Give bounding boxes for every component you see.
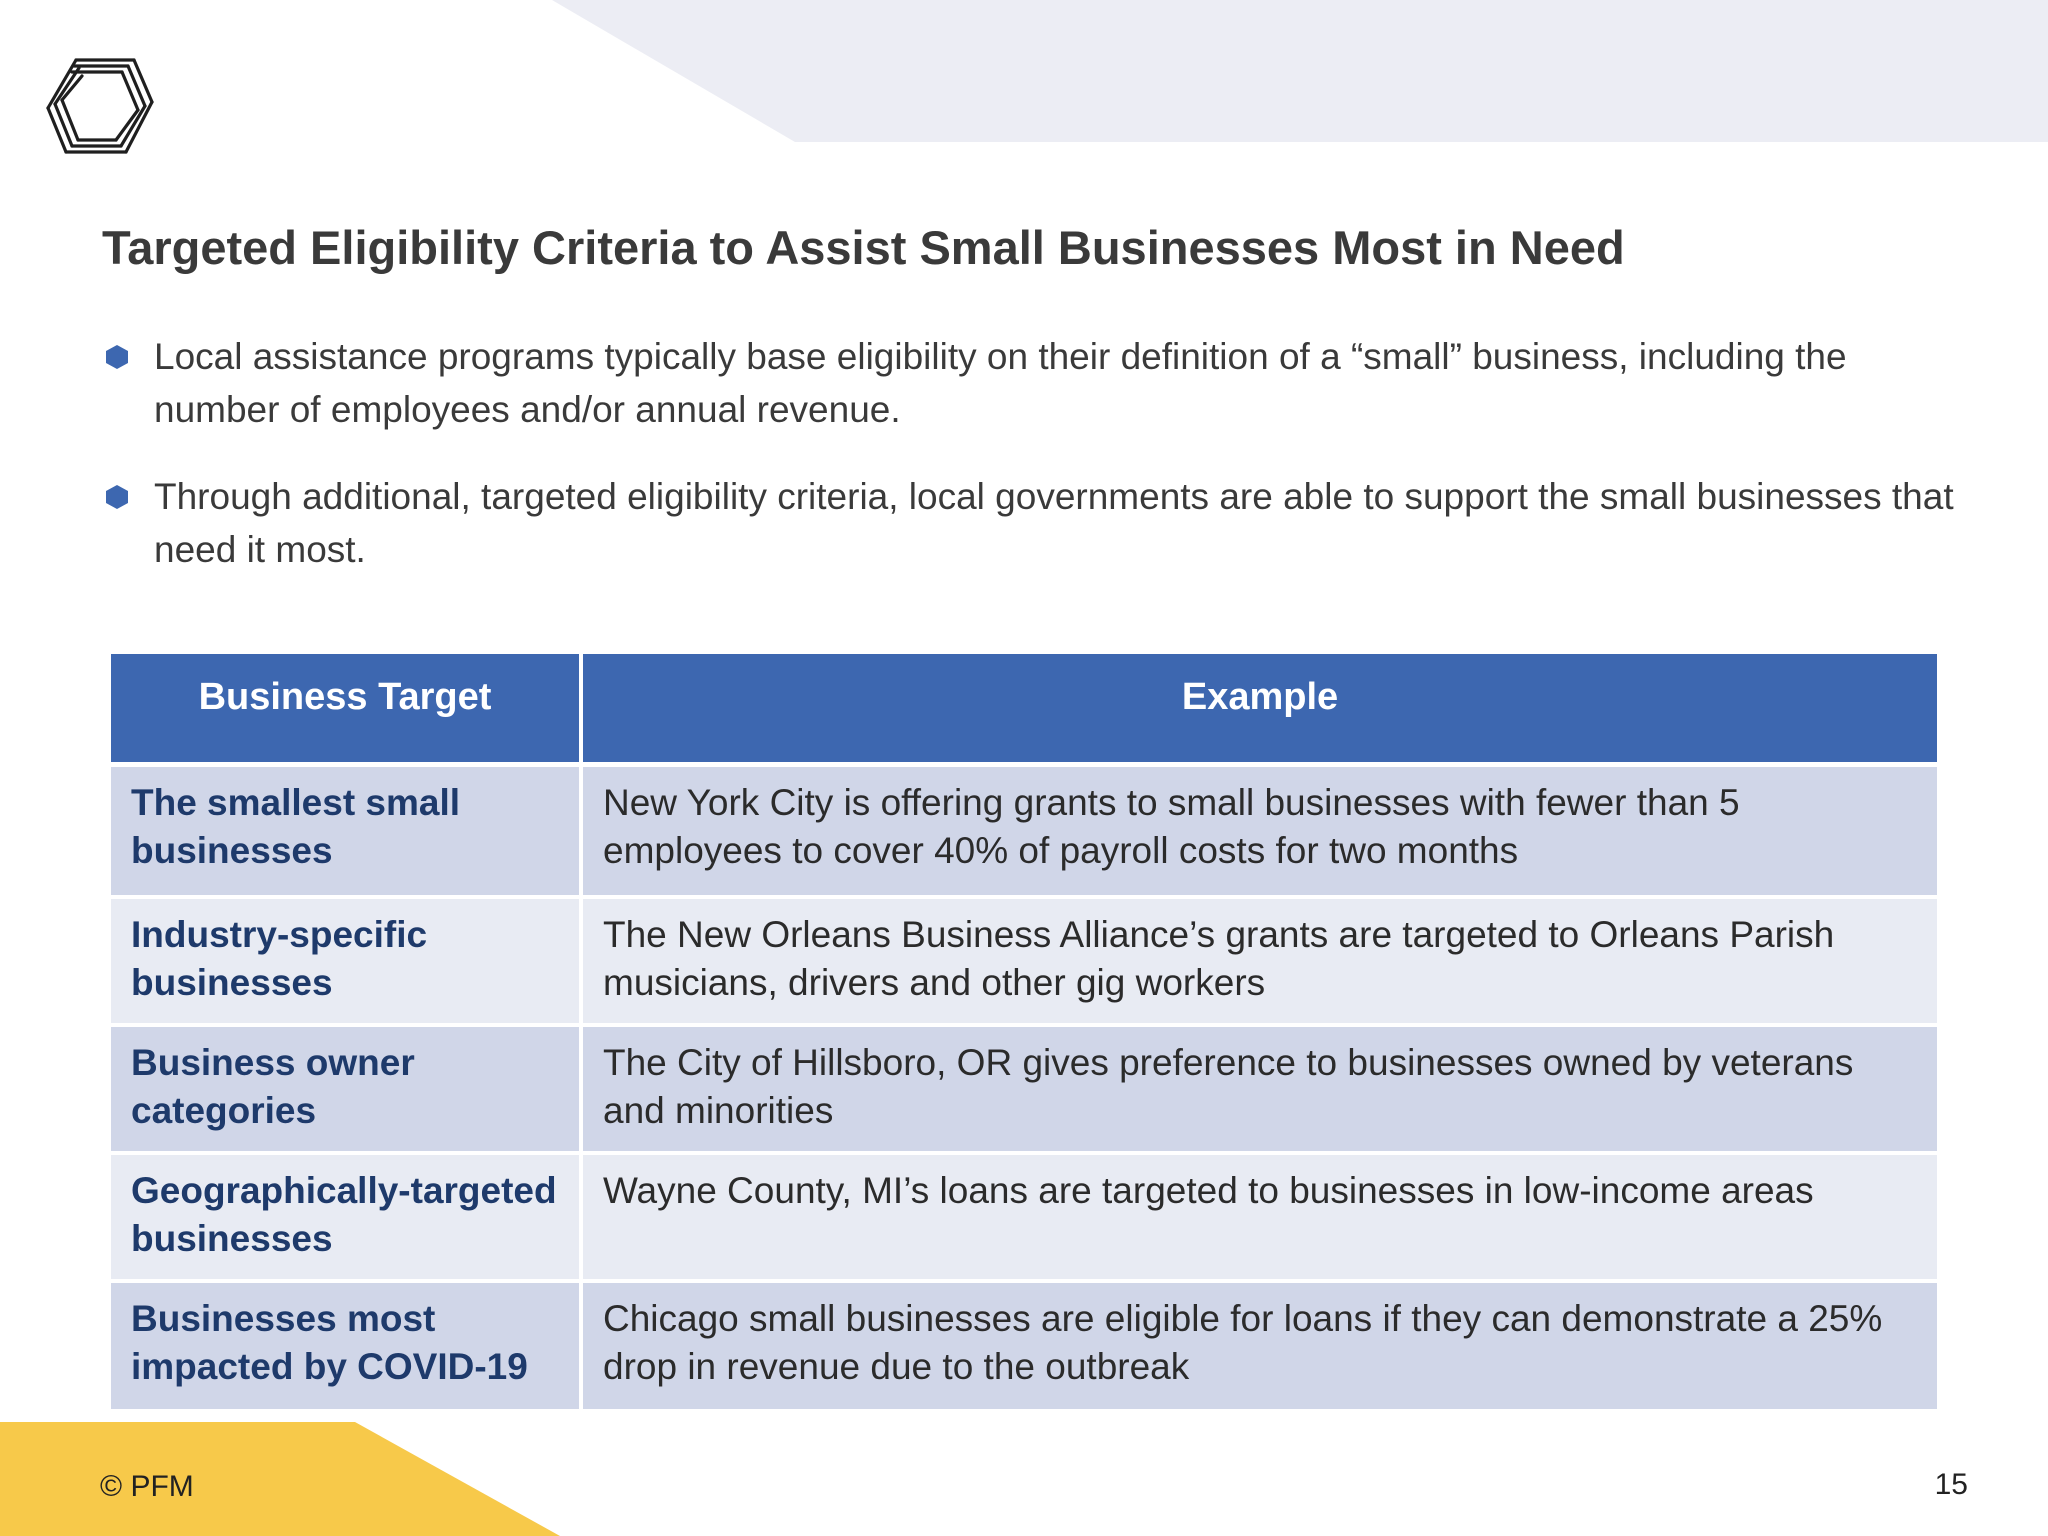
business-target-cell: Geographically-targeted businesses [111, 1155, 583, 1283]
pfm-logo-icon [44, 54, 156, 158]
bullet-item [102, 470, 1962, 576]
eligibility-criteria-table [111, 654, 1937, 1413]
example-cell: Chicago small businesses are eligible for loans if they can demonstrate a 25% drop in revenue due to the outbreak [583, 1283, 1937, 1413]
table-row [111, 1155, 1937, 1283]
example-cell: The New Orleans Business Alliance’s grants are targeted to Orleans Parish musicians, drivers and other gig workers [583, 899, 1937, 1027]
bullet-text: Through additional, targeted eligibility criteria, local governments are able to support the small businesses that need it most. [154, 476, 1954, 570]
example-cell: New York City is offering grants to small businesses with fewer than 5 employees to cover 40% of payroll costs for two months [583, 767, 1937, 899]
column-header-business-target: Business Target [111, 654, 583, 767]
bullet-item [102, 330, 1962, 436]
slide-title: Targeted Eligibility Criteria to Assist Small Businesses Most in Need [102, 221, 1625, 274]
page-number: 15 [1934, 1468, 1968, 1501]
hexagon-bullet-icon [104, 344, 130, 370]
example-cell: The City of Hillsboro, OR gives preference to businesses owned by veterans and minorities [583, 1027, 1937, 1155]
header-band-shape [0, 0, 2048, 142]
business-target-cell: The smallest small businesses [111, 767, 583, 899]
table-row [111, 1027, 1937, 1155]
footer-accent-shape [0, 1422, 560, 1536]
bullet-text: Local assistance programs typically base eligibility on their definition of a “small” business, including the number of employees and/or annual revenue. [154, 336, 1847, 430]
example-cell: Wayne County, MI’s loans are targeted to businesses in low-income areas [583, 1155, 1937, 1283]
business-target-cell: Industry-specific businesses [111, 899, 583, 1027]
business-target-cell: Business owner categories [111, 1027, 583, 1155]
copyright-text: © PFM [100, 1470, 194, 1503]
table-row [111, 1283, 1937, 1413]
bullet-list [102, 330, 1962, 610]
hexagon-bullet-icon [104, 484, 130, 510]
table-row [111, 767, 1937, 899]
business-target-cell: Businesses most impacted by COVID-19 [111, 1283, 583, 1413]
column-header-example: Example [583, 654, 1937, 767]
table-row [111, 899, 1937, 1027]
table-header-row [111, 654, 1937, 767]
